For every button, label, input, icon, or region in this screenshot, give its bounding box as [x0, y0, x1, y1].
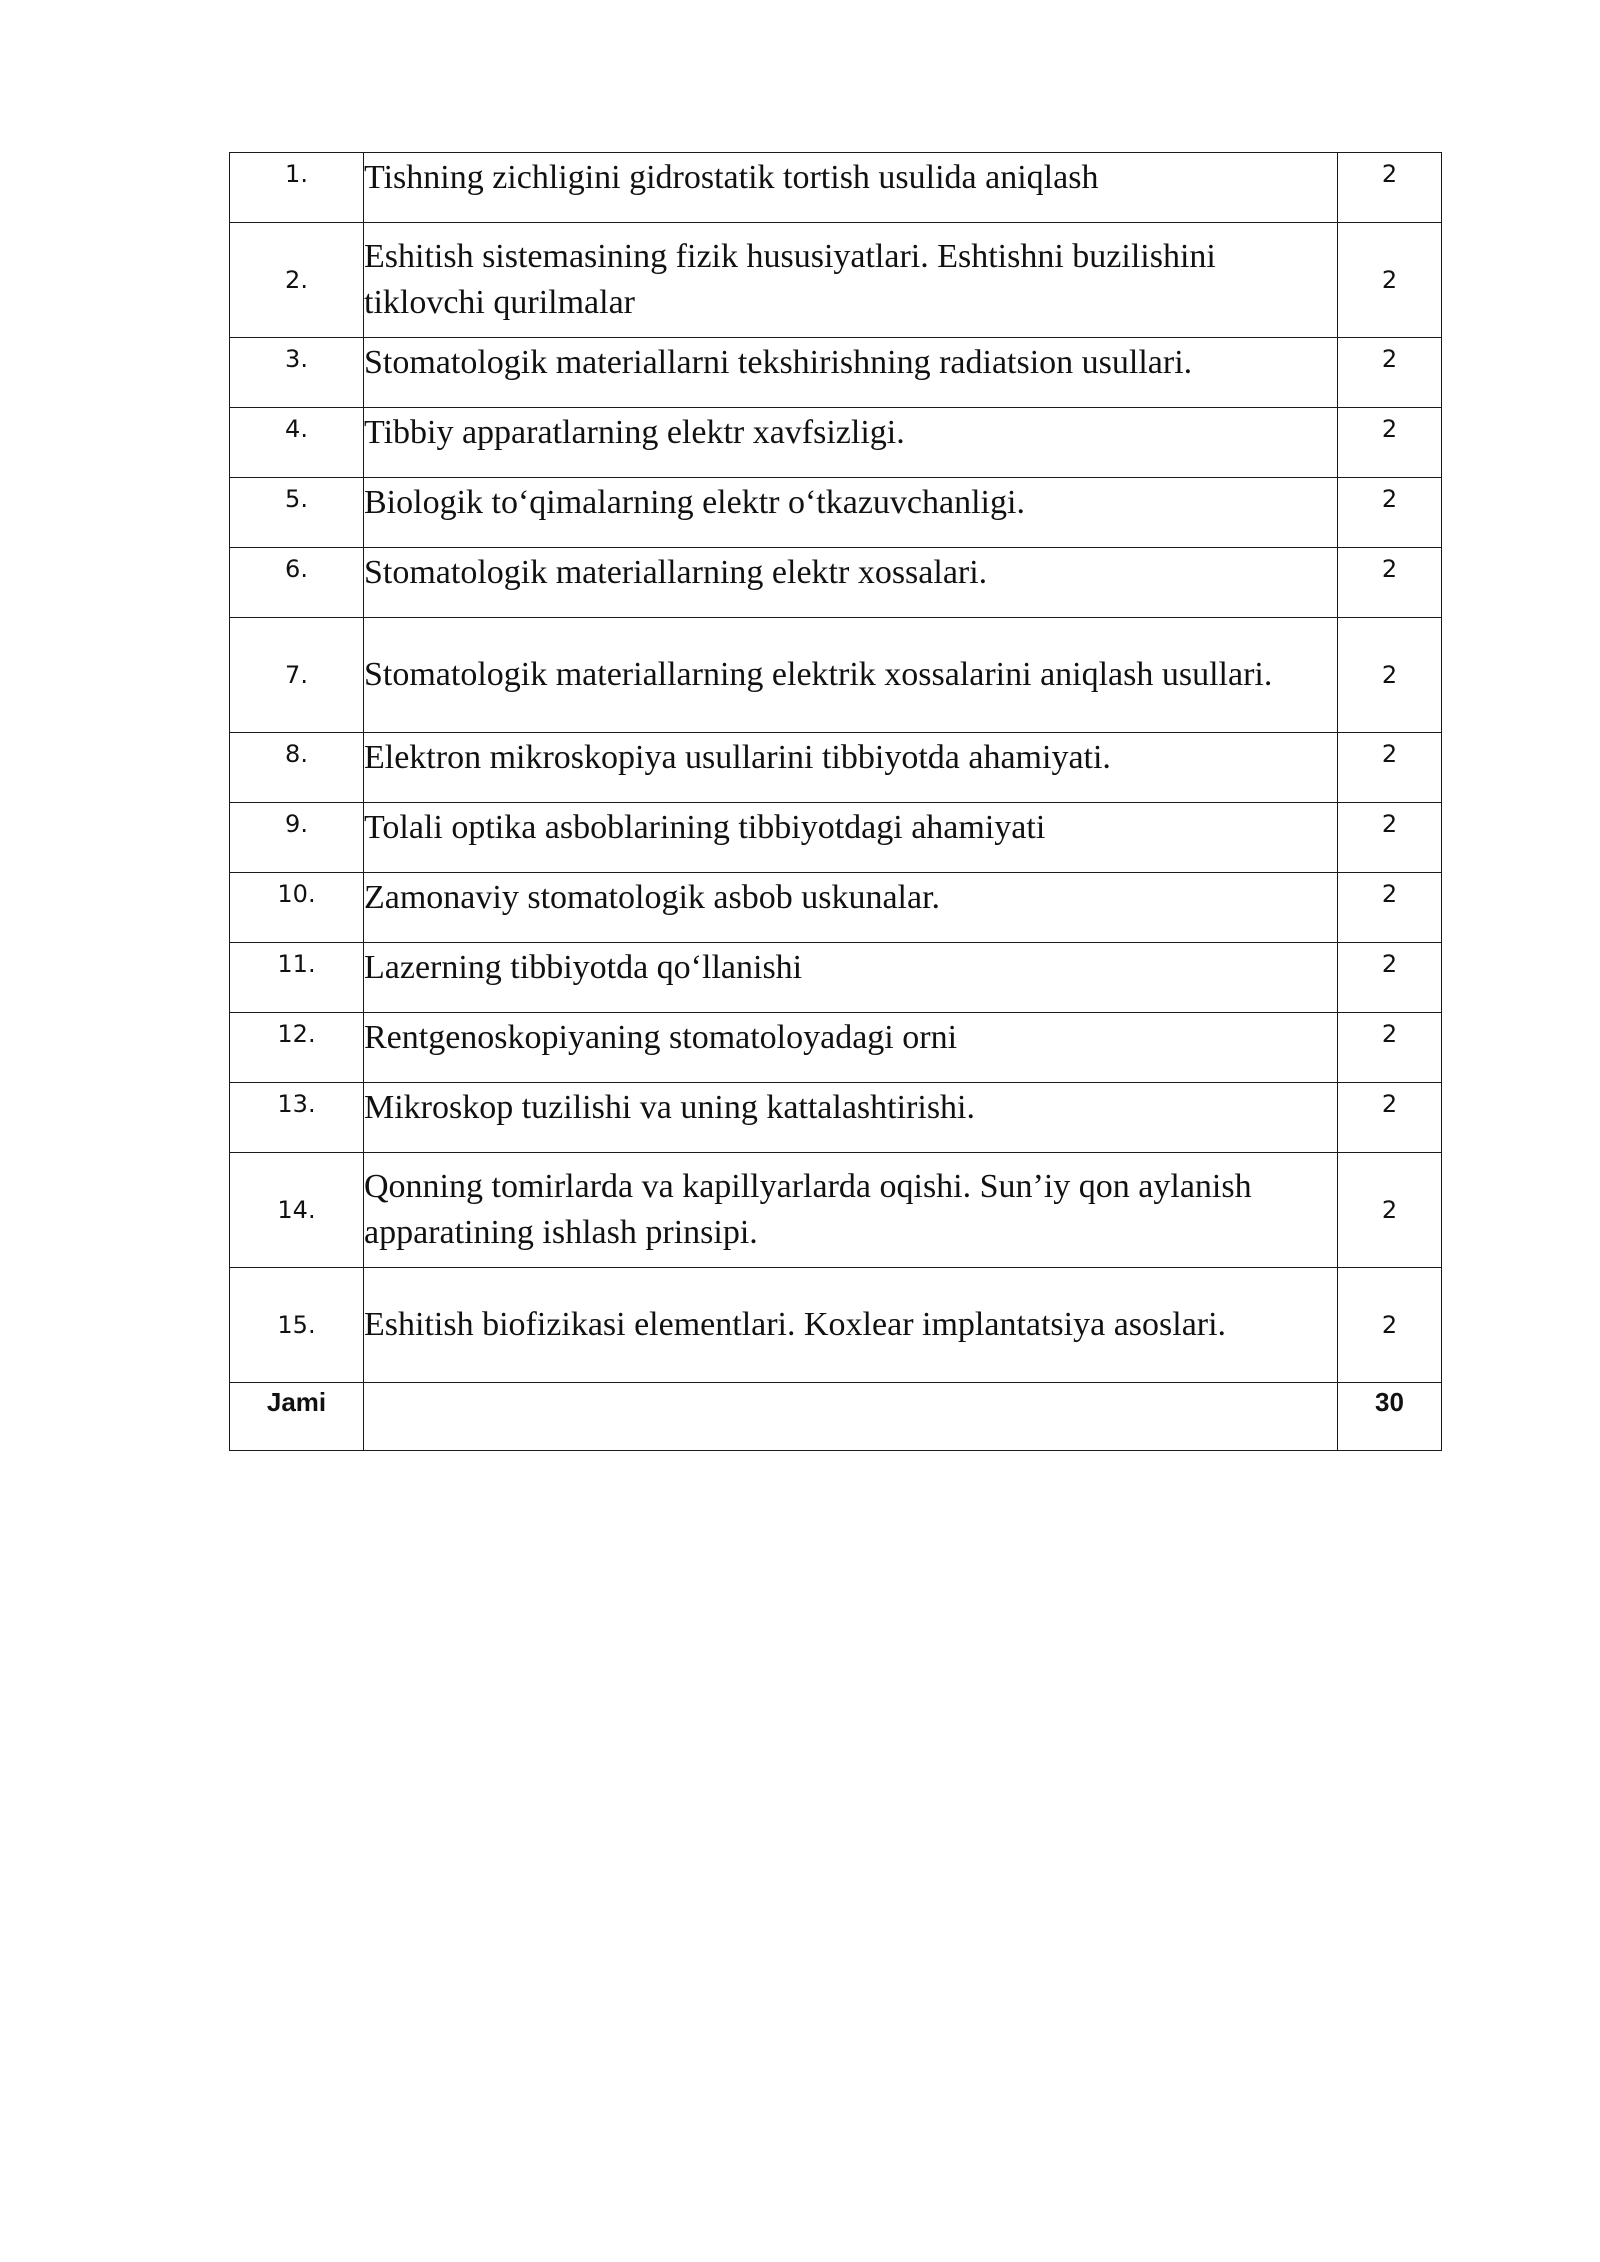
row-hours: 2: [1338, 733, 1442, 803]
table-row: [230, 873, 1442, 943]
row-topic: Mikroskop tuzilishi va uning kattalashtirishi.: [364, 1083, 1338, 1153]
row-hours: 2: [1338, 873, 1442, 943]
row-topic: Stomatologik materiallarning elektr xossalari.: [364, 548, 1338, 618]
row-hours: 2: [1338, 408, 1442, 478]
table-row: [230, 223, 1442, 338]
row-topic: Elektron mikroskopiya usullarini tibbiyotda ahamiyati.: [364, 733, 1338, 803]
row-number: 14.: [230, 1153, 364, 1268]
row-topic: Tishning zichligini gidrostatik tortish usulida aniqlash: [364, 153, 1338, 223]
row-number: 8.: [230, 733, 364, 803]
row-topic: Rentgenoskopiyaning stomatoloyadagi orni: [364, 1013, 1338, 1083]
row-number: 1.: [230, 153, 364, 223]
row-hours: 2: [1338, 548, 1442, 618]
row-number: 9.: [230, 803, 364, 873]
row-hours: 2: [1338, 943, 1442, 1013]
table-row: [230, 338, 1442, 408]
row-hours: 2: [1338, 1268, 1442, 1383]
row-number: 7.: [230, 618, 364, 733]
table-row: [230, 408, 1442, 478]
topics-table: [229, 152, 1442, 1451]
table-row: [230, 1153, 1442, 1268]
table-row: [230, 618, 1442, 733]
total-hours: 30: [1338, 1383, 1442, 1451]
row-hours: 2: [1338, 618, 1442, 733]
row-hours: 2: [1338, 1013, 1442, 1083]
table-row: [230, 943, 1442, 1013]
row-number: 5.: [230, 478, 364, 548]
row-number: 15.: [230, 1268, 364, 1383]
row-hours: 2: [1338, 803, 1442, 873]
row-number: 3.: [230, 338, 364, 408]
row-topic: Qonning tomirlarda va kapillyarlarda oqishi. Sun’iy qon aylanish apparatining ishlash prinsipi.: [364, 1153, 1338, 1268]
total-label: Jami: [230, 1383, 364, 1451]
row-number: 2.: [230, 223, 364, 338]
row-hours: 2: [1338, 338, 1442, 408]
total-row: [230, 1383, 1442, 1451]
row-topic: Eshitish biofizikasi elementlari. Koxlear implantatsiya asoslari.: [364, 1268, 1338, 1383]
row-topic: Biologik to‘qimalarning elektr o‘tkazuvchanligi.: [364, 478, 1338, 548]
row-hours: 2: [1338, 153, 1442, 223]
table-row: [230, 1268, 1442, 1383]
table-row: [230, 548, 1442, 618]
row-hours: 2: [1338, 1083, 1442, 1153]
row-number: 11.: [230, 943, 364, 1013]
table-row: [230, 803, 1442, 873]
row-topic: Lazerning tibbiyotda qo‘llanishi: [364, 943, 1338, 1013]
row-topic: Stomatologik materiallarning elektrik xossalarini aniqlash usullari.: [364, 618, 1338, 733]
row-topic: Stomatologik materiallarni tekshirishning radiatsion usullari.: [364, 338, 1338, 408]
row-hours: 2: [1338, 1153, 1442, 1268]
total-topic: [364, 1383, 1338, 1451]
row-topic: Eshitish sistemasining fizik hususiyatlari. Eshtishni buzilishini tiklovchi qurilmalar: [364, 223, 1338, 338]
table-row: [230, 153, 1442, 223]
table-row: [230, 1083, 1442, 1153]
row-topic: Tolali optika asboblarining tibbiyotdagi ahamiyati: [364, 803, 1338, 873]
row-hours: 2: [1338, 223, 1442, 338]
row-number: 4.: [230, 408, 364, 478]
row-number: 10.: [230, 873, 364, 943]
row-number: 12.: [230, 1013, 364, 1083]
row-topic: Zamonaviy stomatologik asbob uskunalar.: [364, 873, 1338, 943]
table-row: [230, 733, 1442, 803]
table-row: [230, 478, 1442, 548]
row-number: 6.: [230, 548, 364, 618]
table-row: [230, 1013, 1442, 1083]
row-number: 13.: [230, 1083, 364, 1153]
row-hours: 2: [1338, 478, 1442, 548]
row-topic: Tibbiy apparatlarning elektr xavfsizligi.: [364, 408, 1338, 478]
